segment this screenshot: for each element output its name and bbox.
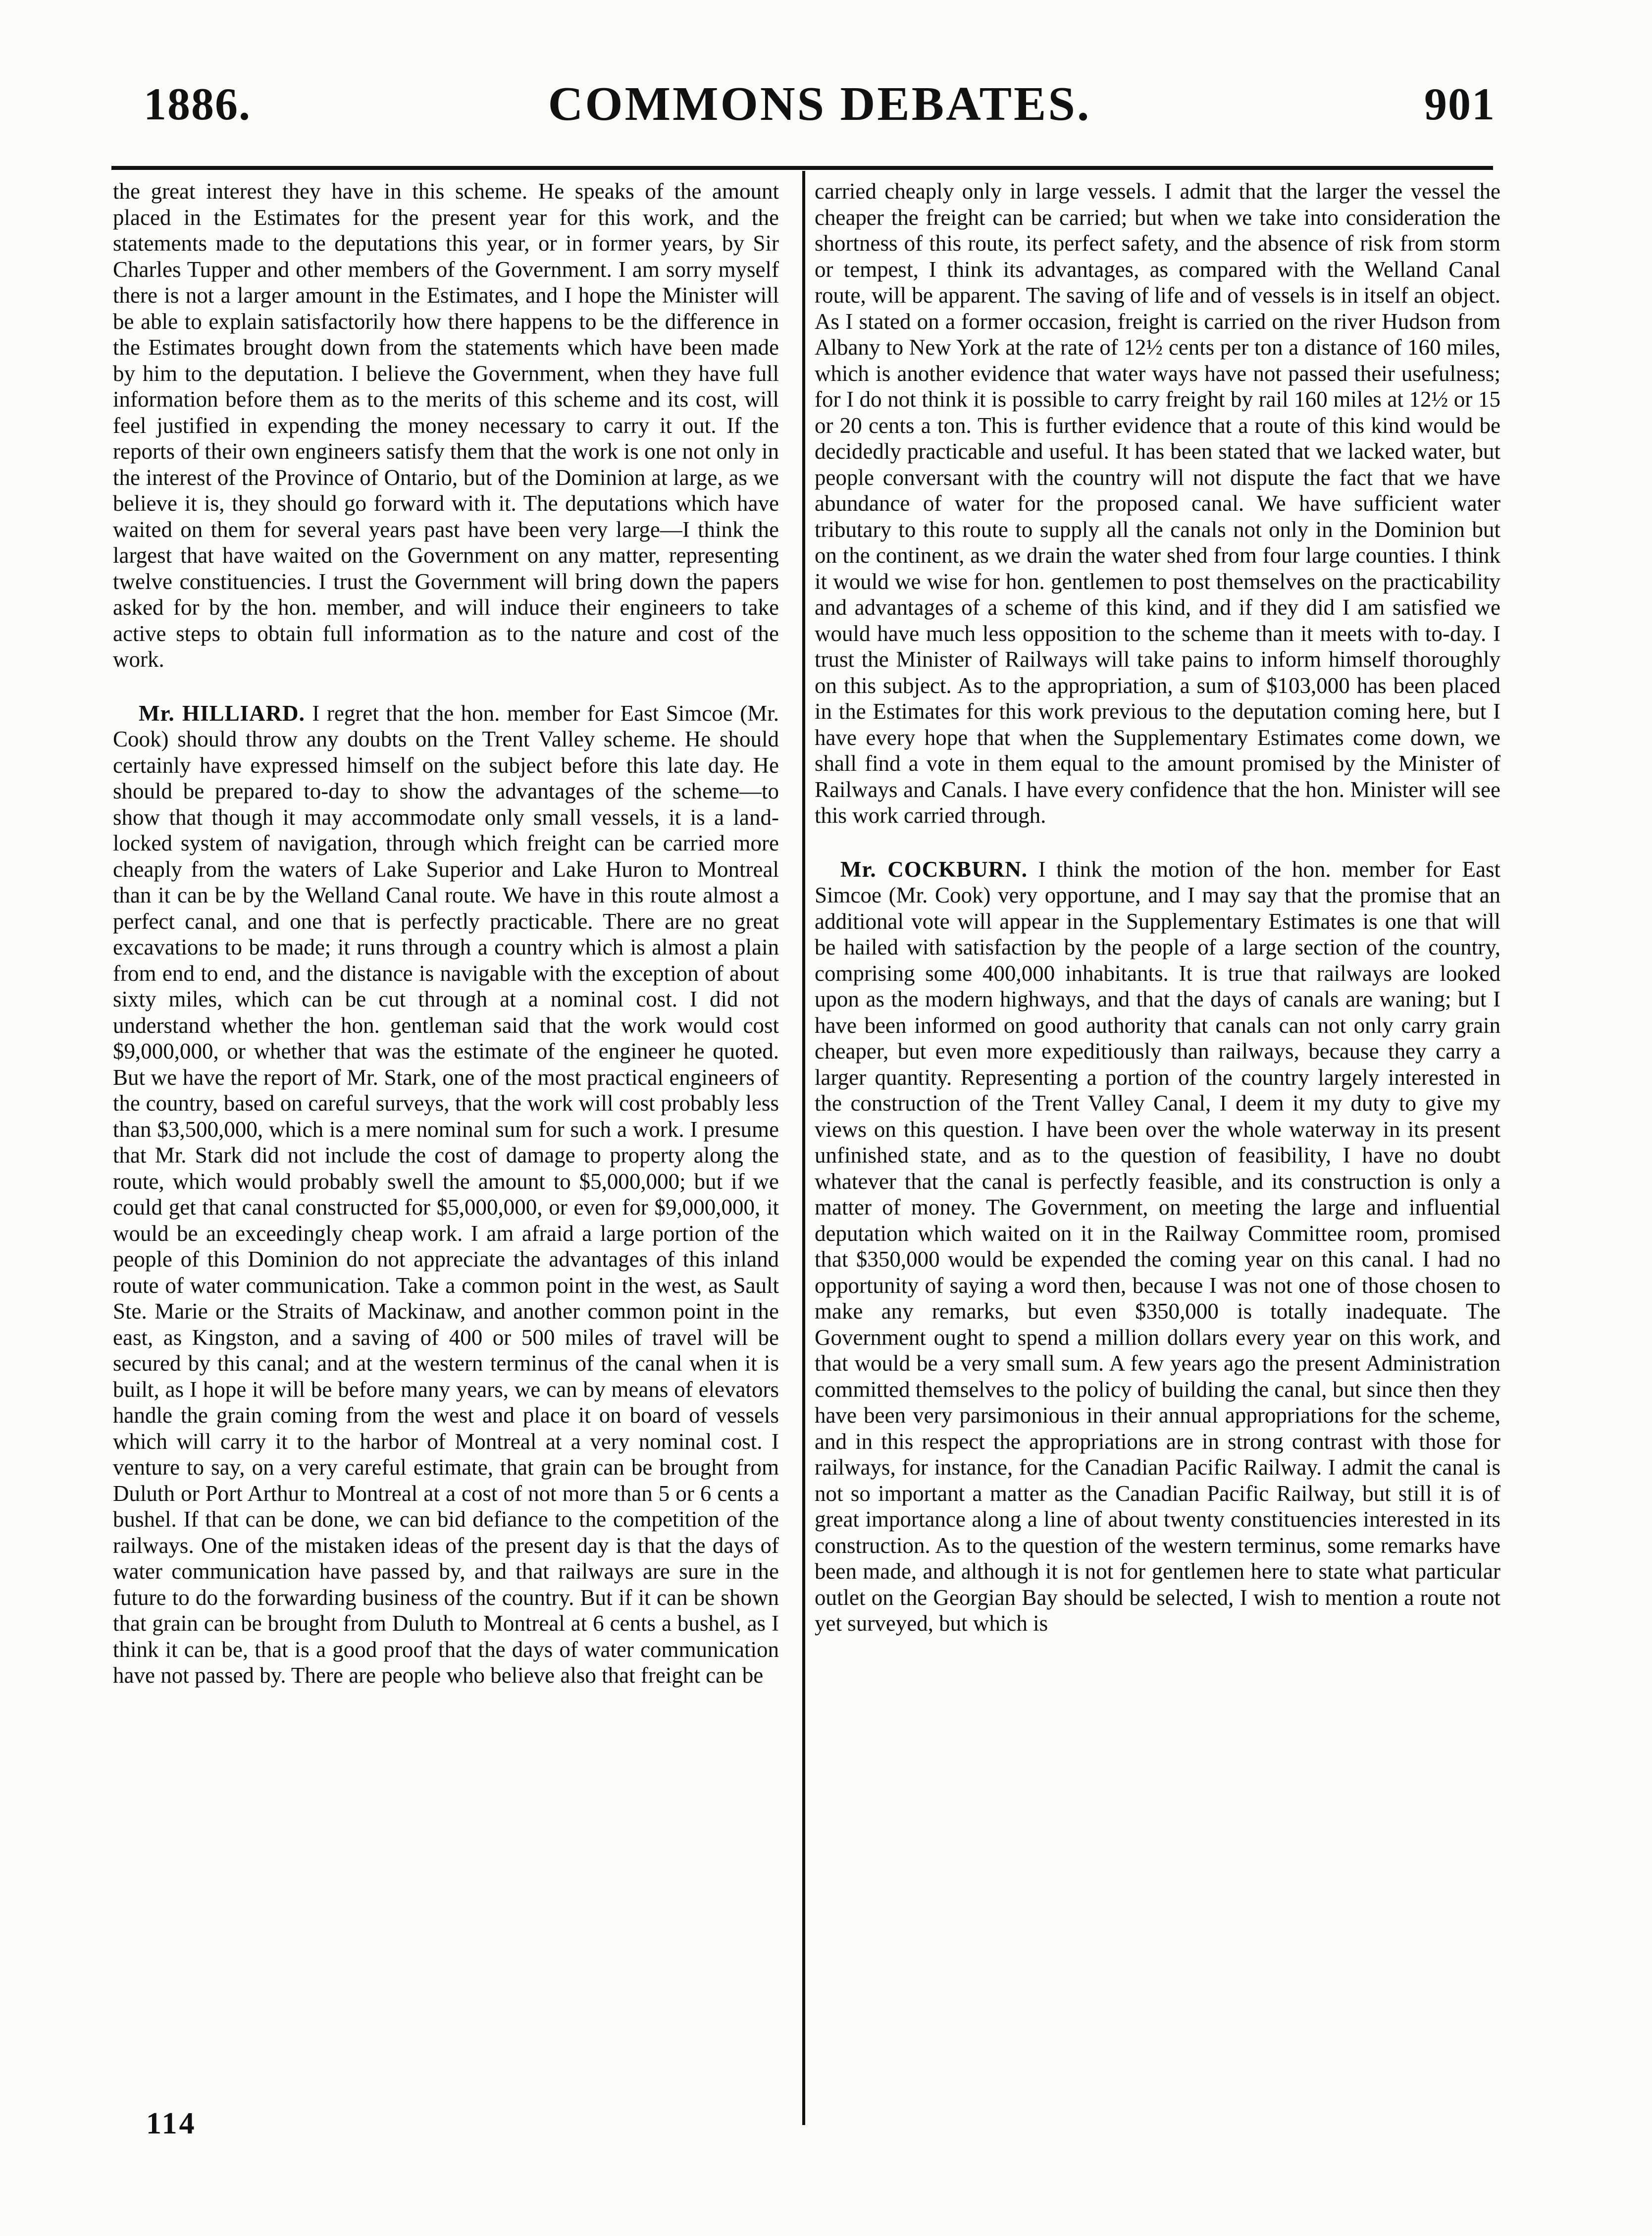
left-paragraph-2 [113,700,779,1689]
speech-text: I regret that the hon. member for East Simcoe (Mr. Cook) should throw any doubts on the Trent Valley scheme. He should certainly have expressed himself on the subject before this late day. He should be prepared to-day to show the advantages of the scheme—to show that though it may accommodate only small vessels, it is a land-locked system of navigation, through which freight can be carried more cheaply from the waters of Lake Superior and Lake Huron to Montreal than it can be by the Welland Canal route. We have in this route almost a perfect canal, and one that is perfectly practicable. There are no great excavations to be made; it runs through a country which is almost a plain from end to end, and the distance is navigable with the exception of about sixty miles, which can be cut through at a nominal cost. I did not understand whether the hon. gentleman said that the work would cost $9,000,000, or whether that was the estimate of the engineer he quoted. But we have the report of Mr. Stark, one of the most practical engineers of the country, based on careful surveys, that the work will cost probably less than $3,500,000, which is a mere nominal sum for such a work. I presume that Mr. Stark did not include the cost of damage to property along the route, which would probably swell the amount to $5,000,000; but if we could get that canal constructed for $5,000,000, or even for $9,000,000, it would be an exceedingly cheap work. I am afraid a large portion of the people of this Dominion do not appreciate the advantages of this inland route of water communication. Take a common point in the west, as Sault Ste. Marie or the Straits of Mackinaw, and another common point in the east, as Kingston, and a saving of 400 or 500 miles of travel will be secured by this canal; and at the western terminus of the canal when it is built, as I hope it will be before many years, we can by means of elevators handle the grain coming from the west and place it on board of vessels which will carry it to the harbor of Montreal at a very nominal cost. I venture to say, on a very careful estimate, that grain can be brought from Duluth or Port Arthur to Montreal at a cost of not more than 5 or 6 cents a bushel. If that can be done, we can bid defiance to the competition of the railways. One of the mistaken ideas of the present day is that the days of water communication have passed by, and that railways are sure in the future to do the forwarding business of the country. But if it can be shown that grain can be brought from Duluth to Montreal at 6 cents a bushel, as I think it can be, that is a good proof that the days of water communication have not passed by. There are people who believe also that freight can be [113,700,779,1688]
speech-text: I think the motion of the hon. member for East Simcoe (Mr. Cook) very opportune, and I may say that the promise that an additional vote will appear in the Supplementary Estimates is one that will be hailed with satisfaction by the people of a large section of the country, comprising some 400,000 inhabitants. It is true that railways are looked upon as the modern highways, and that the days of canals are waning; but I have been informed on good authority that canals can not only carry grain cheaper, but even more expeditiously than railways, because they carry a larger quantity. Representing a portion of the country largely interested in the construction of the Trent Valley Canal, I deem it my duty to give my views on this question. I have been over the whole waterway in its present unfinished state, and as to the question of feasibility, I have no doubt whatever that the canal is perfectly feasible, and its construction is only a matter of money. The Government, on meeting the large and influential deputation which waited on it in the Railway Committee room, promised that $350,000 would be expended the coming year on this canal. I had no opportunity of saying a word then, because I was not one of those chosen to make any remarks, but even $350,000 is totally inadequate. The Government ought to spend a million dollars every year on this work, and that would be a very small sum. A few years ago the present Administration committed themselves to the policy of building the canal, but since then they have been very parsimonious in their annual appropriations for the scheme, and in this respect the appropriations are in strong contrast with those for railways, for instance, for the Canadian Pacific Railway. I admit the canal is not so important a matter as the Canadian Pacific Railway, but still it is of great importance along a line of about twenty constituencies interested in its construction. As to the question of the western terminus, some remarks have been made, and although it is not for gentlemen here to state what particular outlet on the Georgian Bay should be selected, I wish to mention a route not yet surveyed, but which is [815,856,1500,1636]
left-column [113,178,779,1689]
page-title: COMMONS DEBATES. [548,77,1091,131]
speaker-name: Mr. HILLIARD. [139,700,305,726]
right-paragraph-2 [815,856,1500,1637]
header-year: 1886. [144,79,251,129]
right-paragraph-1: carried cheaply only in large vessels. I admit that the larger the vessel the cheaper the freight can be carried; but when we take into consideration the shortness of this route, its perfect safety, and the absence of risk from storm or tempest, I think its advantages, as compared with the Welland Canal route, will be apparent. The saving of life and of vessels is in itself an object. As I stated on a former occasion, freight is carried on the river Hudson from Albany to New York at the rate of 12½ cents per ton a distance of 160 miles, which is another evidence that water ways have not passed their usefulness; for I do not think it is possible to carry freight by rail 160 miles at 12½ or 15 or 20 cents a ton. This is further evidence that a route of this kind would be decidedly practicable and useful. It has been stated that we lacked water, but people conversant with the country will not dispute the fact that we have abundance of water for the proposed canal. We have sufficient water tributary to this route to supply all the canals not only in the Dominion but on the continent, as we drain the water shed from four large counties. I think it would we wise for hon. gentlemen to post themselves on the practicability and advantages of a scheme of this kind, and if they did I am satisfied we would have much less opposition to the scheme than it meets with to-day. I trust the Minister of Railways will take pains to inform himself thoroughly on this subject. As to the appropriation, a sum of $103,000 has been placed in the Estimates for this work previous to the deputation coming here, but I have every hope that when the Supplementary Estimates come down, we shall find a vote in them equal to the amount promised by the Minister of Railways and Canals. I have every confidence that the hon. Minister will see this work carried through. [815,179,1500,828]
signature-mark: 114 [146,2107,197,2140]
right-column [815,178,1500,1637]
speaker-name: Mr. COCKBURN. [840,856,1028,882]
page-number: 901 [1424,79,1496,129]
page-header [144,74,1496,134]
column-divider [802,171,805,2125]
header-rule [111,166,1493,170]
left-paragraph-1: the great interest they have in this scheme. He speaks of the amount placed in the Estimates for the present year for this work, and the statements made to the deputations this year, or in former years, by Sir Charles Tupper and other members of the Government. I am sorry myself there is not a larger amount in the Estimates, and I hope the Minister will be able to explain satisfactorily how there happens to be the difference in the Estimates brought down from the statements which have been made by him to the deputation. I believe the Government, when they have full information before them as to the merits of this scheme and its cost, will feel justified in expending the money necessary to carry it out. If the reports of their own engineers satisfy them that the work is one not only in the interest of the Province of Ontario, but of the Dominion at large, as we believe it is, they should go forward with it. The deputations which have waited on them for several years past have been very large—I think the largest that have waited on the Government on any matter, representing twelve constituencies. I trust the Government will bring down the papers asked for by the hon. member, and will induce their engineers to take active steps to obtain full information as to the nature and cost of the work. [113,179,779,672]
